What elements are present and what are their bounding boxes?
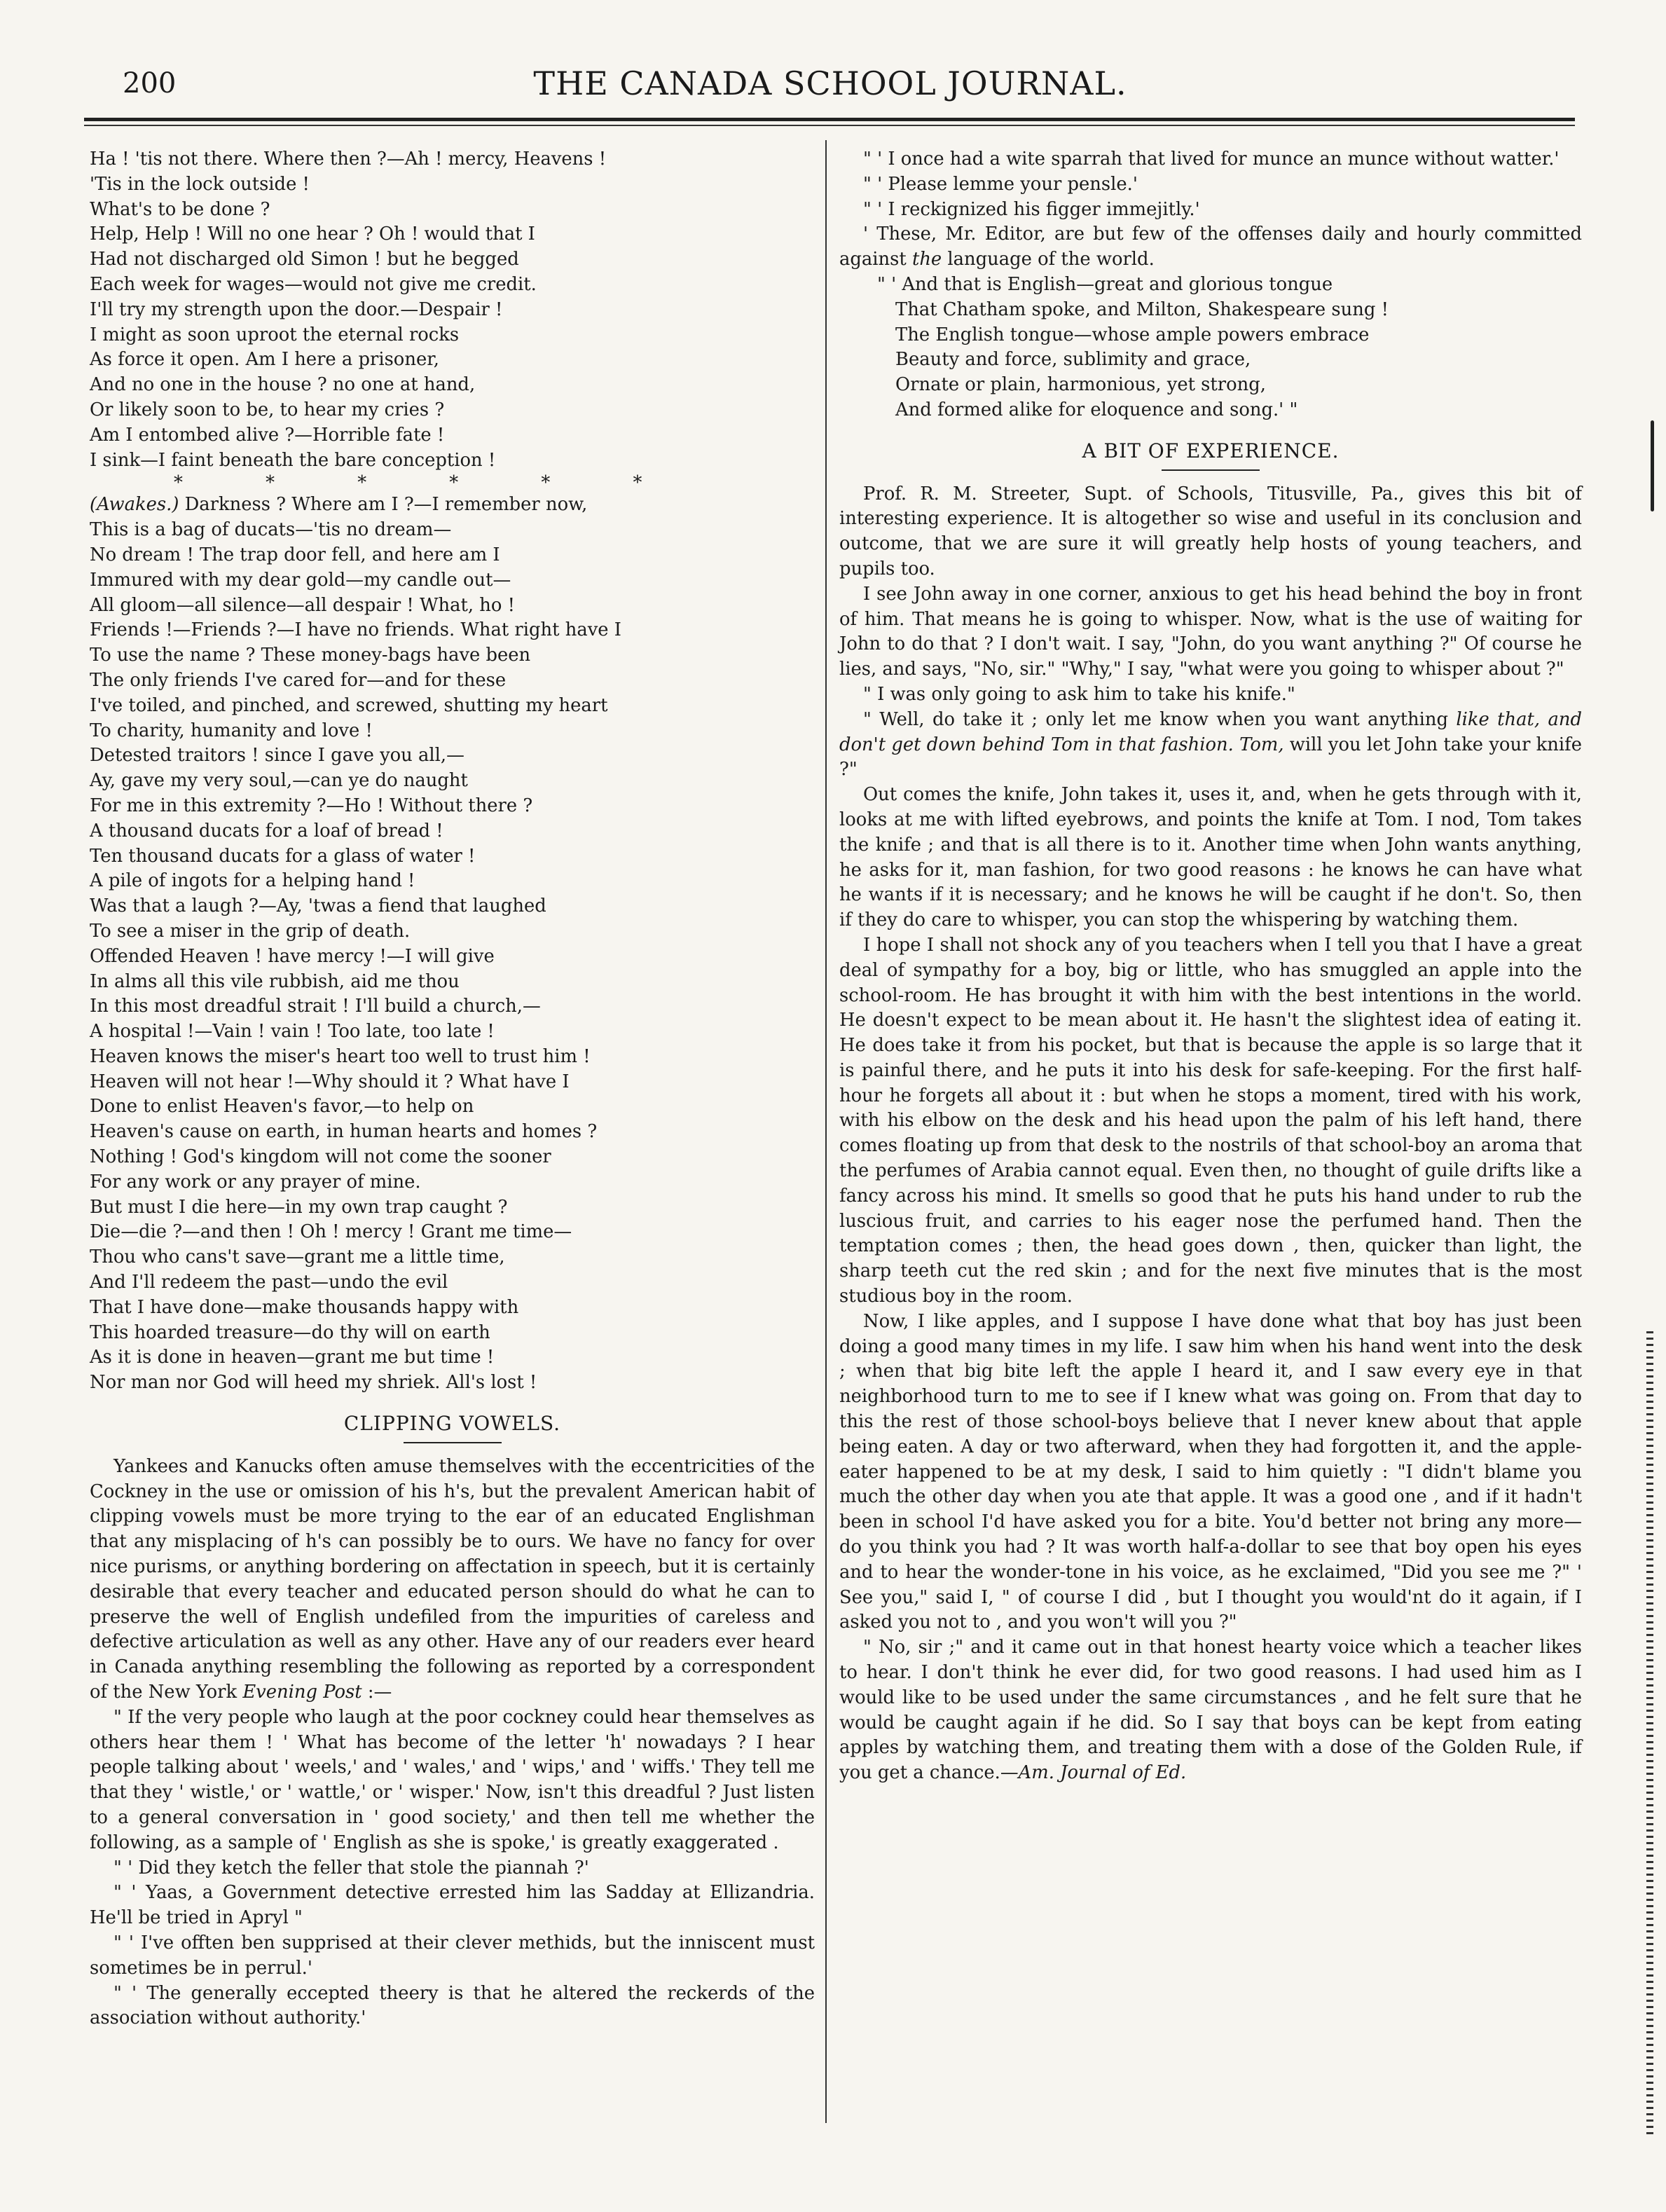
clipping-para-4: " ' Yaas, a Government detective errested him las Sadday at Ellizandria. He'll be tried in Apryl " — [90, 1882, 815, 1929]
poem-line: Nothing ! God's kingdom will not come the sooner — [90, 1146, 551, 1168]
experience-para-5: Out comes the knife, John takes it, uses it, and, when he gets through with it, looks at me with lifted eyebrows, and points the knife at Tom. I nod, Tom takes the knife ; and that is all there is to it. Another time when John wants anything, he asks for it, man fashion, for two good reasons : he knows he can have what he wants if it is necessary; and he knows he will be caught if he don't. So, then if they do care to whisper, you can stop the whispering by watching them. — [839, 784, 1582, 931]
experience-para-3: " I was only going to ask him to take his knife." — [863, 683, 1295, 705]
text: Yankees and Kanucks often amuse themselves with the eccentricities of the Cockney in the use or omission of his h's, but the prevalent American habit of clipping vowels must be more trying to the ear of an educated Englishman that any misplacing of h's can possibly be to ours. We have no fancy for over nice purisms, or anything bordering on affectation in speech, but it is certainly desirable that every teacher and educated person should do what he can to preserve the well of English undefiled from the impurities of careless and defective articulation as well as any other. Have any of our readers ever heard in Canada anything resembling the following as reported by a correspondent of the New York — [90, 1455, 815, 1703]
experience-para-2: I see John away in one corner, anxious to get his head behind the boy in front of him. That means he is going to whisper. Now, what is the use of waiting for John to do that ? I don't wait. I say, "John, do you want anything ?" Of course he lies, and says, "No, sir." "Why," I say, "what were you going to whisper about ?" — [839, 583, 1582, 680]
poem-line: A pile of ingots for a helping hand ! — [90, 870, 415, 892]
poem-line: Offended Heaven ! have mercy !—I will give — [90, 945, 495, 967]
poem-line: Am I entombed alive ?—Horrible fate ! — [90, 424, 445, 446]
poem-line: The English tongue—whose ample powers embrace — [895, 324, 1370, 345]
text: ' These, Mr. Editor, are but few of the offenses daily and hourly committed against — [839, 224, 1582, 270]
poem-line: " ' And that is English—great and glorious tongue — [877, 273, 1333, 295]
poem-line: Ha ! 'tis not there. Where then ?—Ah ! mercy, Heavens ! — [90, 149, 607, 170]
clipping-vowels-heading: CLIPPING VOWELS. — [343, 1412, 561, 1436]
poem-line: Had not discharged old Simon ! but he begged — [90, 249, 519, 270]
poem-line: As it is done in heaven—grant me but time ! — [90, 1347, 495, 1368]
poem-line: I've toiled, and pinched, and screwed, shutting my heart — [90, 694, 608, 716]
stage-direction: (Awakes.) — [90, 494, 179, 516]
poem-line: In alms all this vile rubbish, aid me thou — [90, 970, 460, 992]
journal-title: THE CANADA SCHOOL JOURNAL. — [533, 64, 1127, 102]
poem-line: And formed alike for eloquence and song.' " — [895, 399, 1298, 420]
poem-line: Friends !—Friends ?—I have no friends. What right have I — [90, 619, 621, 641]
page-edge-mark — [1646, 1331, 1653, 2137]
poem-line: I sink—I faint beneath the bare conception ! — [90, 449, 496, 471]
poem-line: No dream ! The trap door fell, and here am I — [90, 544, 500, 565]
poem-line: To use the name ? These money-bags have been — [90, 645, 531, 666]
poem-awakes-line — [90, 493, 815, 518]
poem-line: Nor man nor God will heed my shriek. All's lost ! — [90, 1372, 537, 1394]
poem-line: And I'll redeem the past—undo the evil — [90, 1272, 448, 1293]
text: " No, sir ;" and it came out in that honest hearty voice which a teacher likes to hear. I don't think he ever did, for two good reasons. I had used him as I would like to be used under the same circumstances , and he felt sure that he would be caught again if he did. So I say that boys can be kept from eating apples by watching them, and treating them with a dose of the Golden Rule, if you get a chance.— — [839, 1637, 1582, 1784]
poem-line: Each week for wages—would not give me credit. — [90, 273, 537, 295]
text: :— — [362, 1682, 392, 1703]
poem-line: This is a bag of ducats—'tis no dream— — [90, 519, 452, 541]
poem-line: The only friends I've cared for—and for these — [90, 669, 507, 691]
poem-line: Die—die ?—and then ! Oh ! mercy ! Grant me time— — [90, 1221, 572, 1243]
poem-line: Heaven knows the miser's heart too well to trust him ! — [90, 1045, 591, 1067]
poem-line: Ay, gave my very soul,—can ye do naught — [90, 770, 468, 792]
poem-line: To charity, humanity and love ! — [90, 720, 373, 741]
experience-para-8 — [839, 1635, 1582, 1786]
clipping-para-10 — [839, 222, 1582, 273]
poem-part-2 — [90, 518, 815, 1396]
poem-line: For me in this extremity ?—Ho ! Without there ? — [90, 795, 533, 816]
text: will you let John take your knife ?" — [839, 734, 1582, 781]
poem-line: Thou who cans't save—grant me a little time, — [90, 1246, 505, 1268]
section-stars: * * * * * * — [174, 472, 642, 494]
english-verse-quote — [839, 273, 1582, 423]
poem-line: Ornate or plain, harmonious, yet strong, — [895, 374, 1266, 396]
poem-line: I might as soon uproot the eternal rocks — [90, 324, 460, 345]
clipping-para-7: " ' I once had a wite sparrah that lived for munce an munce without watter.' — [863, 149, 1560, 170]
poem-line: Darkness ? Where am I ?—I remember now, — [179, 494, 588, 516]
text: " Well, do take it ; only let me know when you want anything — [863, 708, 1457, 730]
header-rule-thin — [84, 125, 1575, 126]
poem-line: For any work or any prayer of mine. — [90, 1171, 421, 1193]
poem-line: All gloom—all silence—all despair ! What, ho ! — [90, 594, 515, 616]
poem-line: In this most dreadful strait ! I'll build a church,— — [90, 996, 541, 1017]
italic-word: the — [911, 249, 942, 270]
heading-rule — [404, 1442, 502, 1443]
left-column — [90, 147, 815, 2031]
poem-line: Beauty and force, sublimity and grace, — [895, 349, 1251, 371]
clipping-para-5: " ' I've offten ben supprised at their clever methids, but the inniscent must sometimes be in perrul.' — [90, 1932, 815, 1979]
heading-rule — [1162, 469, 1260, 471]
source-citation: Am. Journal of Ed. — [1018, 1762, 1187, 1784]
poem-line: Help, Help ! Will no one hear ? Oh ! would that I — [90, 224, 535, 245]
poem-line: Was that a laugh ?—Ay, 'twas a fiend that laughed — [90, 895, 546, 917]
margin-mark — [1651, 420, 1654, 511]
clipping-para-8: " ' Please lemme your pensle.' — [863, 173, 1138, 195]
header-rule — [84, 118, 1575, 121]
column-divider — [825, 140, 827, 2123]
poem-line: To see a miser in the grip of death. — [90, 920, 411, 942]
newspaper-name: Evening Post — [242, 1682, 362, 1703]
poem-line: Detested traitors ! since I gave you all,— — [90, 745, 464, 767]
poem-line: Ten thousand ducats for a glass of water ! — [90, 845, 476, 867]
poem-line: This hoarded treasure—do thy will on earth — [90, 1321, 490, 1343]
poem-line: Heaven's cause on earth, in human hearts and homes ? — [90, 1121, 598, 1143]
poem-line: A thousand ducats for a loaf of bread ! — [90, 820, 443, 841]
clipping-para-1 — [90, 1455, 815, 1705]
clipping-para-9: " ' I reckignized his figger immejitly.' — [863, 198, 1200, 220]
experience-para-6: I hope I shall not shock any of you teachers when I tell you that I have a great deal of sympathy for a boy, big or little, who has smuggled an apple into the school-room. He has brought it with him with the best intentions in the world. He doesn't expect to be mean about it. He hasn't the slightest idea of eating it. He does take it from his pocket, but that is because the apple is so large that it is painful there, and he puts it into his desk for safe-keeping. For the first half-hour he forgets all about it : but when he stops a moment, tired with his work, with his elbow on the desk and his head upon the palm of his left hand, there comes floating up from that desk to the nostrils of that school-boy an aroma that the perfumes of Arabia cannot equal. Even then, no thought of guile drifts like a fancy across his mind. It smells so good that he puts his hand under to rub the luscious fruit, and carries to his eager nose the perfumed hand. Then the temptation comes ; then, the head goes down , then, quicker than light, the sharp teeth cut the red skin ; and for the next five minutes that is the most studious boy in the room. — [839, 934, 1582, 1307]
page-number: 200 — [123, 67, 177, 99]
experience-para-4 — [839, 708, 1582, 783]
poem-part-1 — [90, 147, 815, 473]
italic-text: like that, and don't get down behind Tom in that fashion. Tom, — [839, 708, 1582, 755]
poem-line: That Chatham spoke, and Milton, Shakespeare sung ! — [895, 298, 1389, 320]
poem-line: Immured with my dear gold—my candle out— — [90, 569, 511, 591]
clipping-para-6: " ' The generally eccepted theery is that he altered the reckerds of the association without authority.' — [90, 1982, 815, 2029]
poem-line: I'll try my strength upon the door.—Despair ! — [90, 298, 503, 320]
poem-line: What's to be done ? — [90, 198, 270, 220]
right-column — [839, 147, 1582, 1786]
experience-para-7: Now, I like apples, and I suppose I have done what that boy has just been doing a good many times in my life. I saw him when his hand went into the desk ; when that big bite left the apple I heard it, and I saw every eye in that neighborhood turn to me to see if I knew what was going on. From that day to this the rest of those school-boys believe that I never knew about that apple being eaten. A day or two afterward, when they had forgotten it, and the apple-eater happened to be at my desk, I said to him quietly : "I didn't blame you much the other day when you ate that apple. It was a good one , and if it hadn't been in school I'd have asked you for a bite. You'd better not bring any more—do you think you had ? It was worth half-a-dollar to see that boy open his eyes and to hear the wonder-tone in his voice, as he exclaimed, "Did you see me ?" ' See you," said I, " of course I did , but I thought you would'nt do it again, if I asked you not to , and you won't will you ?" — [839, 1310, 1582, 1633]
clipping-para-3: " ' Did they ketch the feller that stole the piannah ?' — [113, 1857, 589, 1878]
experience-para-1: Prof. R. M. Streeter, Supt. of Schools, Titusville, Pa., gives this bit of interesting experience. It is altogether so wise and useful in its conclusion and outcome, that we are sure it will greatly help hosts of young teachers, and pupils too. — [839, 483, 1582, 579]
poem-line: Done to enlist Heaven's favor,—to help on — [90, 1096, 474, 1118]
poem-line: But must I die here—in my own trap caught ? — [90, 1196, 508, 1218]
poem-line: 'Tis in the lock outside ! — [90, 173, 310, 195]
poem-line: A hospital !—Vain ! vain ! Too late, too late ! — [90, 1021, 495, 1043]
bit-of-experience-heading: A BIT OF EXPERIENCE. — [1082, 439, 1340, 462]
clipping-para-2: " If the very people who laugh at the poor cockney could hear themselves as others hear them ! ' What has become of the letter 'h' nowadays ? I hear people talking about ' weels,' and ' wales,' and ' wips,' and ' wiffs.' They tell me that they ' wistle,' or ' wattle,' or ' wisper.' Now, isn't this dreadful ? Just listen to a general conversation in ' good society,' and then tell me whether the following, as a sample of ' English as she is spoke,' is greatly exaggerated . — [90, 1706, 815, 1853]
page-header — [84, 55, 1576, 111]
poem-line: Heaven will not hear !—Why should it ? What have I — [90, 1071, 570, 1092]
poem-line: Or likely soon to be, to hear my cries ? — [90, 399, 445, 420]
poem-line: And no one in the house ? no one at hand, — [90, 374, 476, 396]
text: language of the world. — [942, 249, 1155, 270]
poem-line: That I have done—make thousands happy with — [90, 1296, 519, 1318]
poem-line: As force it open. Am I here a prisoner, — [90, 349, 439, 371]
